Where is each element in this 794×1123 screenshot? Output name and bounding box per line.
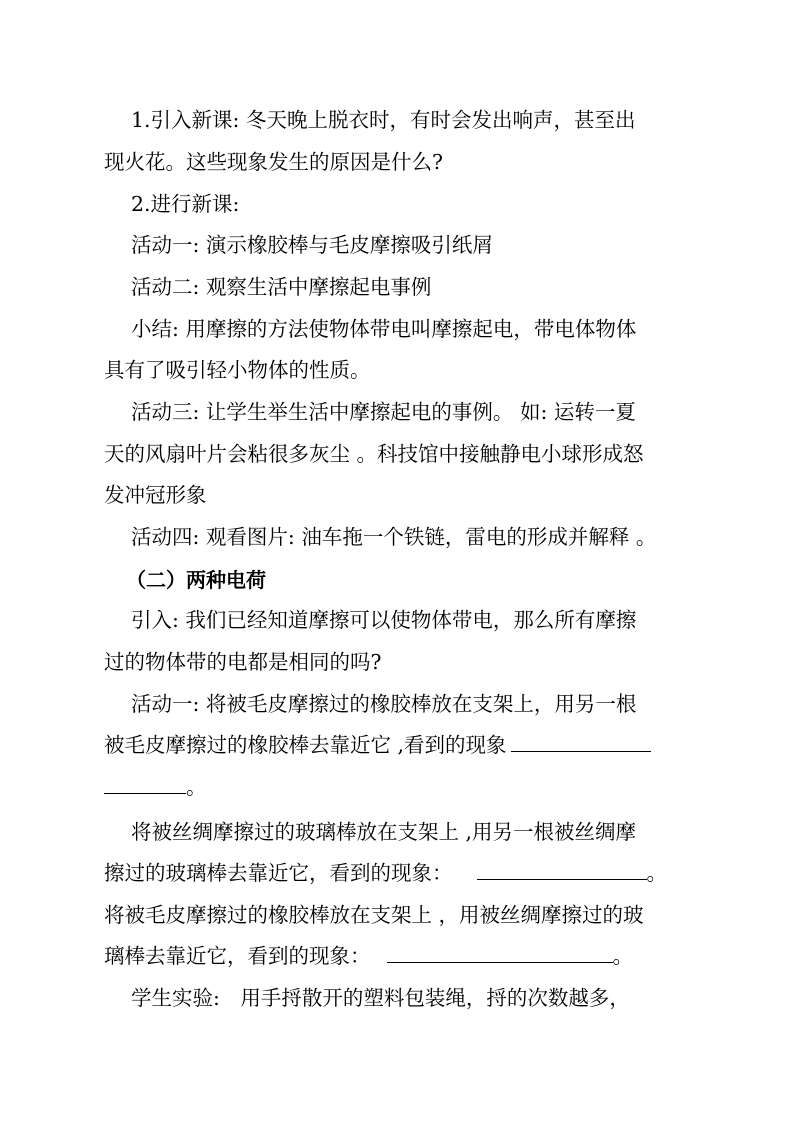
paragraph-line bbox=[131, 316, 636, 342]
text-run: 将被毛皮摩擦过的橡胶棒放在支架上 ，用被丝绸摩擦过的玻 bbox=[104, 903, 644, 927]
text-run: 现火花。这些现象发生的原因是什么? bbox=[104, 150, 443, 174]
text-run: 2.进行新课: bbox=[131, 192, 240, 216]
paragraph-line bbox=[131, 107, 635, 133]
text-run: 活动三: 让学生举生活中摩擦起电的事例。 如: 运转一夏 bbox=[131, 400, 636, 424]
paragraph-line bbox=[131, 819, 636, 845]
paragraph-line bbox=[131, 274, 431, 300]
text-run: 天的风扇叶片会粘很多灰尘 。科技馆中接触静电小球形成怒 bbox=[104, 442, 644, 466]
paragraph-line bbox=[104, 441, 644, 467]
text-run: 活动一: 演示橡胶棒与毛皮摩擦吸引纸屑 bbox=[131, 233, 493, 257]
paragraph-line bbox=[104, 357, 371, 383]
paragraph-line bbox=[131, 399, 636, 425]
answer-blank bbox=[104, 775, 186, 794]
answer-blank bbox=[477, 861, 647, 880]
paragraph-line bbox=[104, 732, 651, 758]
text-run: 擦过的玻璃棒去靠近它，看到的现象： bbox=[104, 861, 453, 885]
text-run: 1.引入新课: 冬天晚上脱衣时，有时会发出响声，甚至出 bbox=[131, 108, 636, 132]
text-run: 小结: 用摩擦的方法使物体带电叫摩擦起电，带电体物体 bbox=[131, 317, 637, 341]
text-run: 活动四: 观看图片: 油车拖一个铁链，雷电的形成并解释 。 bbox=[131, 525, 657, 549]
paragraph-line bbox=[131, 191, 239, 217]
text-run: 被毛皮摩擦过的橡胶棒去靠近它 ,看到的现象 bbox=[104, 733, 507, 757]
answer-blank bbox=[511, 733, 651, 752]
text-run: 过的物体带的电都是相同的吗? bbox=[104, 650, 382, 674]
paragraph-line bbox=[131, 691, 636, 717]
paragraph-line bbox=[104, 860, 667, 886]
paragraph-line bbox=[104, 774, 207, 800]
heading-text: （二）两种电荷 bbox=[126, 568, 266, 592]
text-run: 活动一: 将被毛皮摩擦过的橡胶棒放在支架上，用另一根 bbox=[131, 692, 637, 716]
paragraph-line bbox=[131, 607, 636, 633]
text-run: 学生实验: 用手捋散开的塑料包装绳，捋的次数越多， bbox=[131, 986, 630, 1010]
section-heading bbox=[126, 567, 266, 593]
text-run: 活动二: 观察生活中摩擦起电事例 bbox=[131, 275, 432, 299]
text-run: 将被丝绸摩擦过的玻璃棒放在支架上 ,用另一根被丝绸摩 bbox=[131, 820, 637, 844]
text-run: 。 bbox=[186, 775, 207, 799]
paragraph-line bbox=[104, 943, 633, 969]
paragraph-line bbox=[104, 482, 207, 508]
text-run: 璃棒去靠近它，看到的现象： bbox=[104, 944, 371, 968]
text-run: 。 bbox=[646, 861, 667, 885]
paragraph-line bbox=[131, 985, 630, 1011]
text-run: 发冲冠形象 bbox=[104, 483, 207, 507]
text-run: 引入: 我们已经知道摩擦可以使物体带电，那么所有摩擦 bbox=[131, 608, 637, 632]
text-run: 具有了吸引轻小物体的性质。 bbox=[104, 358, 371, 382]
paragraph-line bbox=[104, 649, 382, 675]
paragraph-line bbox=[131, 524, 656, 550]
text-run: 。 bbox=[612, 944, 633, 968]
answer-blank bbox=[387, 944, 613, 963]
paragraph-line bbox=[131, 232, 493, 258]
paragraph-line bbox=[104, 149, 443, 175]
paragraph-line bbox=[104, 902, 644, 928]
